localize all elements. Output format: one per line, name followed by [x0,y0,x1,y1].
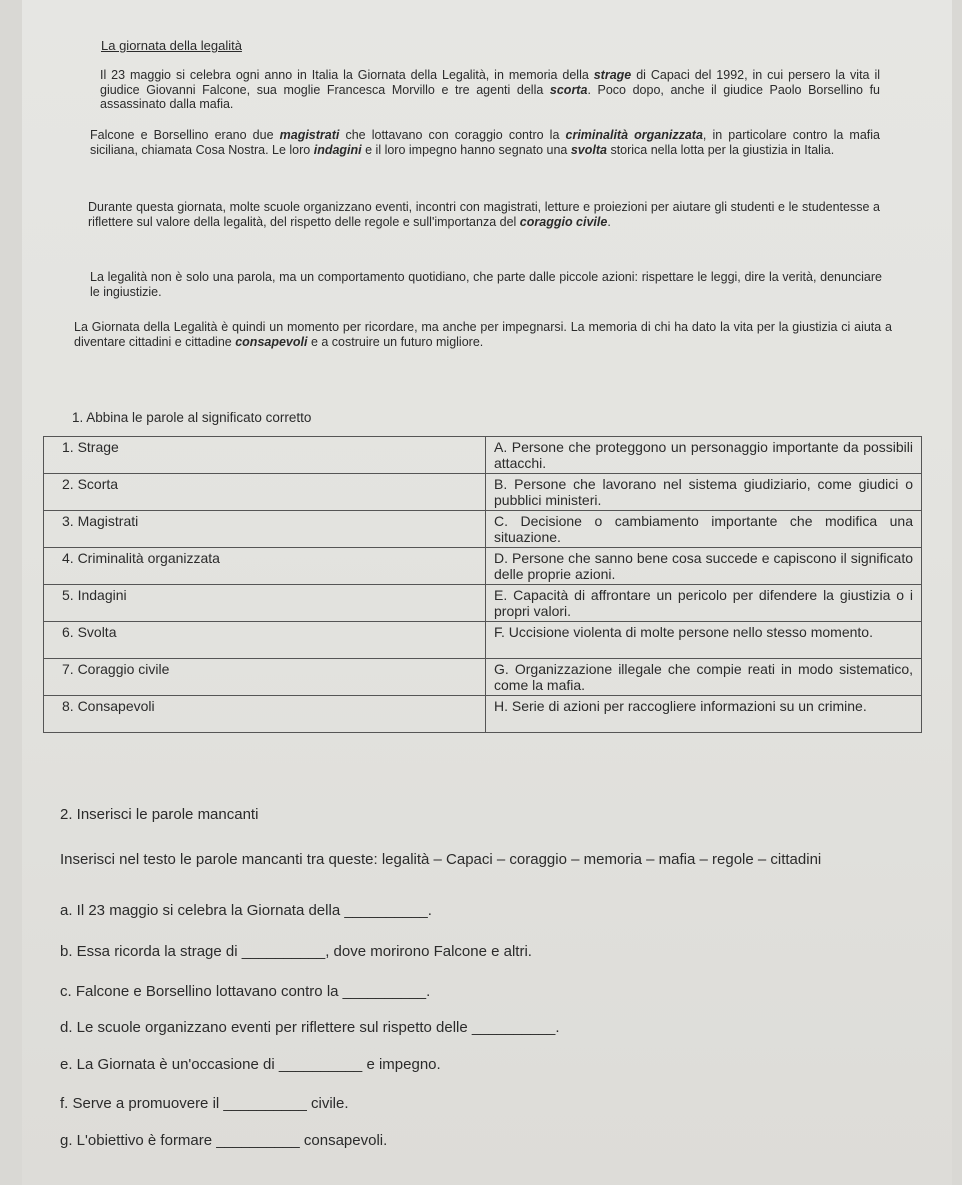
definition-cell: E. Capacità di affrontare un pericolo per difendere la giustizia o i propri valori. [486,585,922,622]
fill-sentence-e: e. La Giornata è un'occasione di __________ e impegno. [60,1056,441,1073]
term-cell: 8. Consapevoli [44,696,486,733]
answer-blank[interactable]: __________ [344,902,428,919]
definition-cell: H. Serie di azioni per raccogliere informazioni su un crimine. [486,696,922,733]
term-cell: 5. Indagini [44,585,486,622]
exercise-2-title: 2. Inserisci le parole mancanti [60,806,259,823]
keyword-magistrati: magistrati [279,128,340,142]
exercise-1-title: 1. Abbina le parole al significato corretto [72,410,312,425]
fill-sentence-a: a. Il 23 maggio si celebra la Giornata della __________. [60,902,432,919]
document-title: La giornata della legalità [101,38,242,53]
paragraph-2: Falcone e Borsellino erano due magistrati che lottavano con coraggio contro la criminalità organizzata, in particolare contro la mafia siciliana, chiamata Cosa Nostra. Le loro indagini e il loro impegno hanno segnato una svolta storica nella lotta per la giustizia in Italia. [90,128,880,157]
keyword-strage: strage [593,68,632,82]
paragraph-1: Il 23 maggio si celebra ogni anno in Italia la Giornata della Legalità, in memoria della strage di Capaci del 1992, in cui persero la vita il giudice Giovanni Falcone, sua moglie Francesca Morvillo e tre agenti della scorta. Poco dopo, anche il giudice Paolo Borsellino fu assassinato dalla mafia. [100,68,880,111]
term-cell: 6. Svolta [44,622,486,659]
table-row [44,548,922,585]
answer-blank[interactable]: __________ [223,1095,307,1112]
term-cell: 4. Criminalità organizzata [44,548,486,585]
fill-sentence-c: c. Falcone e Borsellino lottavano contro la __________. [60,983,431,1000]
answer-blank[interactable]: __________ [216,1132,300,1149]
keyword-criminalita: criminalità organizzata [565,128,703,142]
table-row [44,696,922,733]
definition-cell: G. Organizzazione illegale che compie reati in modo sistematico, come la mafia. [486,659,922,696]
definition-cell: D. Persone che sanno bene cosa succede e capiscono il significato delle proprie azioni. [486,548,922,585]
answer-blank[interactable]: __________ [471,1019,556,1036]
term-cell: 3. Magistrati [44,511,486,548]
paragraph-4: La legalità non è solo una parola, ma un comportamento quotidiano, che parte dalle piccole azioni: rispettare le leggi, dire la verità, denunciare le ingiustizie. [90,270,882,299]
term-cell: 1. Strage [44,437,486,474]
table-row [44,659,922,696]
answer-blank[interactable]: __________ [241,943,326,960]
table-row [44,511,922,548]
keyword-indagini: indagini [313,142,362,157]
definition-cell: C. Decisione o cambiamento importante che modifica una situazione. [486,511,922,548]
paragraph-3: Durante questa giornata, molte scuole organizzano eventi, incontri con magistrati, letture e proiezioni per aiutare gli studenti e le studentesse a riflettere sul valore della legalità, del rispetto delle regole e sull'importanza del coraggio civile. [88,200,880,229]
keyword-consapevoli: consapevoli [235,334,308,349]
fill-sentence-d: d. Le scuole organizzano eventi per riflettere sul rispetto delle __________. [60,1019,560,1036]
keyword-coraggio-civile: coraggio civile [519,214,608,229]
definition-cell: F. Uccisione violenta di molte persone nello stesso momento. [486,622,922,659]
paragraph-5: La Giornata della Legalità è quindi un momento per ricordare, ma anche per impegnarsi. La memoria di chi ha dato la vita per la giustizia ci aiuta a diventare cittadini e cittadine consapevoli e a costruire un futuro migliore. [74,320,892,349]
matching-table [43,436,922,733]
definition-cell: A. Persone che proteggono un personaggio importante da possibili attacchi. [486,437,922,474]
answer-blank[interactable]: __________ [342,983,427,1000]
table-row [44,474,922,511]
table-row [44,437,922,474]
table-row [44,585,922,622]
fill-sentence-g: g. L'obiettivo è formare __________ consapevoli. [60,1132,388,1149]
keyword-scorta: scorta [549,82,588,97]
keyword-svolta: svolta [570,142,607,157]
term-cell: 7. Coraggio civile [44,659,486,696]
answer-blank[interactable]: __________ [278,1056,363,1073]
fill-sentence-f: f. Serve a promuovere il __________ civile. [60,1095,349,1112]
exercise-2-instruction: Inserisci nel testo le parole mancanti tra queste: legalità – Capaci – coraggio – memoria – mafia – regole – cittadini [60,851,822,868]
definition-cell: B. Persone che lavorano nel sistema giudiziario, come giudici o pubblici ministeri. [486,474,922,511]
fill-sentence-b: b. Essa ricorda la strage di __________, dove morirono Falcone e altri. [60,943,532,960]
table-row [44,622,922,659]
term-cell: 2. Scorta [44,474,486,511]
